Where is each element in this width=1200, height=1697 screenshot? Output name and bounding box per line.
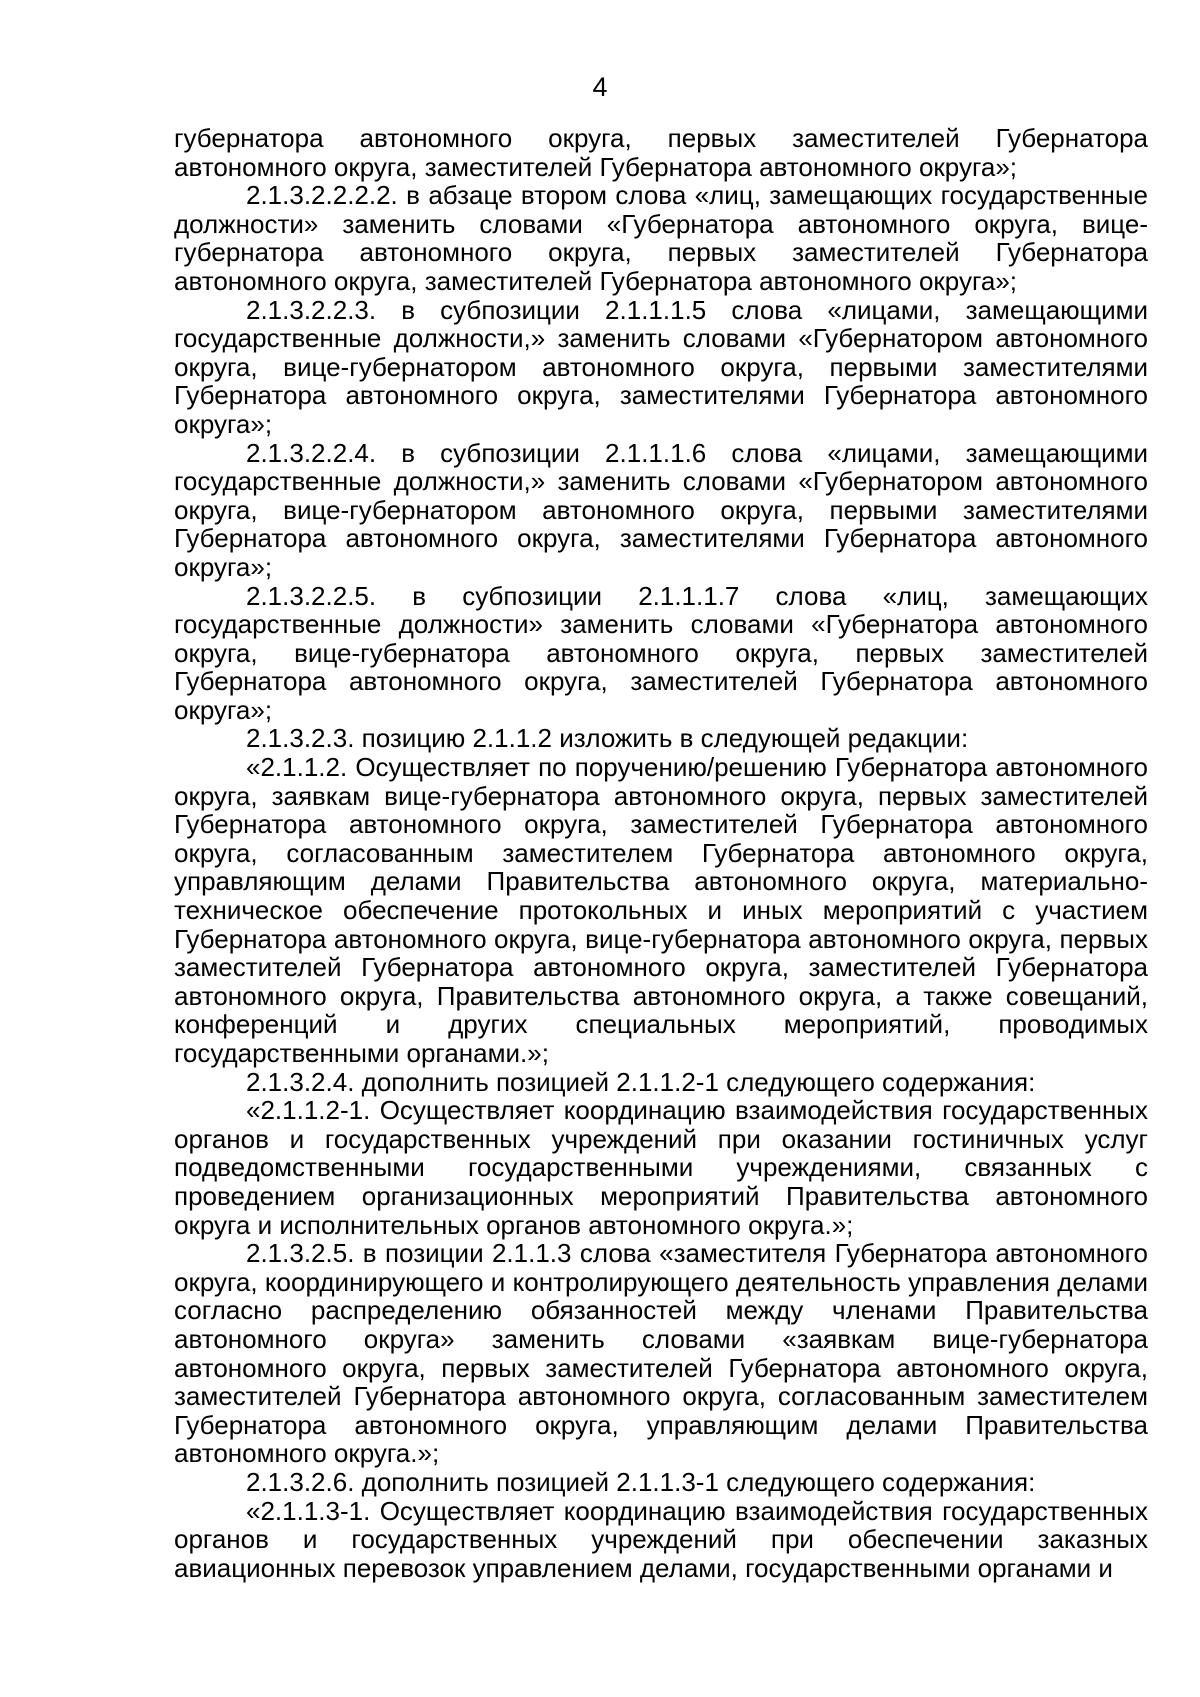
paragraph: 2.1.3.2.6. дополнить позицией 2.1.1.3-1 следующего содержания:	[246, 1466, 1036, 1497]
paragraph: 2.1.3.2.3. позицию 2.1.1.2 изложить в следующей редакции:	[246, 723, 969, 754]
paragraph: 2.1.3.2.2.2.2. в абзаце втором слова «лиц, замещающих государственные должности» заменить словами «Губернатора автономного округа, вице-губернатора автономного округа, первых заместителей Губернатора автономного округа, заместителей Губернатора автономного округа»;	[174, 180, 1148, 296]
paragraph: 2.1.3.2.2.3. в субпозиции 2.1.1.1.5 слова «лицами, замещающими государственные должности,» заменить словами «Губернатором автономного округа, вице-губернатором автономного округа, первыми заместителями Губернатора автономного округа, заместителями Губернатора автономного округа»;	[174, 294, 1148, 439]
paragraph: 2.1.3.2.2.5. в субпозиции 2.1.1.1.7 слова «лиц, замещающих государственные должности» заменить словами «Губернатора автономного округа, вице-губернатора автономного округа, первых заместителей Губернатора автономного округа, заместителей Губернатора автономного округа»;	[174, 580, 1148, 725]
paragraph: 2.1.3.2.4. дополнить позицией 2.1.1.2-1 следующего содержания:	[246, 1066, 1036, 1097]
paragraph: губернатора автономного округа, первых заместителей Губернатора автономного округа, заместителей Губернатора автономного округа»;	[174, 123, 1148, 182]
page-number: 4	[592, 72, 608, 102]
paragraph: 2.1.3.2.5. в позиции 2.1.1.3 слова «заместителя Губернатора автономного округа, координирующего и контролирующего деятельность управления делами согласно распределению обязанностей между членами Правительства автономного округа» заменить словами «заявкам вице-губернатора автономного округа, первых заместителей Губернатора автономного округа, заместителей Губернатора автономного округа, согласованным заместителем Губернатора автономного округа, управляющим делами Правительства автономного округа.»;	[174, 1238, 1148, 1469]
document-body	[174, 124, 1148, 1582]
paragraph: 2.1.3.2.2.4. в субпозиции 2.1.1.1.6 слова «лицами, замещающими государственные должности,» заменить словами «Губернатором автономного округа, вице-губернатором автономного округа, первыми заместителями Губернатора автономного округа, заместителями Губернатора автономного округа»;	[174, 437, 1148, 582]
paragraph: «2.1.1.2. Осуществляет по поручению/решению Губернатора автономного округа, заявкам вице-губернатора автономного округа, первых заместителей Губернатора автономного округа, заместителей Губернатора автономного округа, согласованным заместителем Губернатора автономного округа, управляющим делами Правительства автономного округа, материально-техническое обеспечение протокольных и иных мероприятий с участием Губернатора автономного округа, вице-губернатора автономного округа, первых заместителей Губернатора автономного округа, заместителей Губернатора автономного округа, Правительства автономного округа, а также совещаний, конференций и других специальных мероприятий, проводимых государственными органами.»;	[174, 752, 1148, 1068]
paragraph: «2.1.1.3-1. Осуществляет координацию взаимодействия государственных органов и государственных учреждений при обеспечении заказных авиационных перевозок управлением делами, государственными органами и	[174, 1495, 1148, 1583]
paragraph: «2.1.1.2-1. Осуществляет координацию взаимодействия государственных органов и государственных учреждений при оказании гостиничных услуг подведомственными государственными учреждениями, связанных с проведением организационных мероприятий Правительства автономного округа и исполнительных органов автономного округа.»;	[174, 1095, 1148, 1240]
